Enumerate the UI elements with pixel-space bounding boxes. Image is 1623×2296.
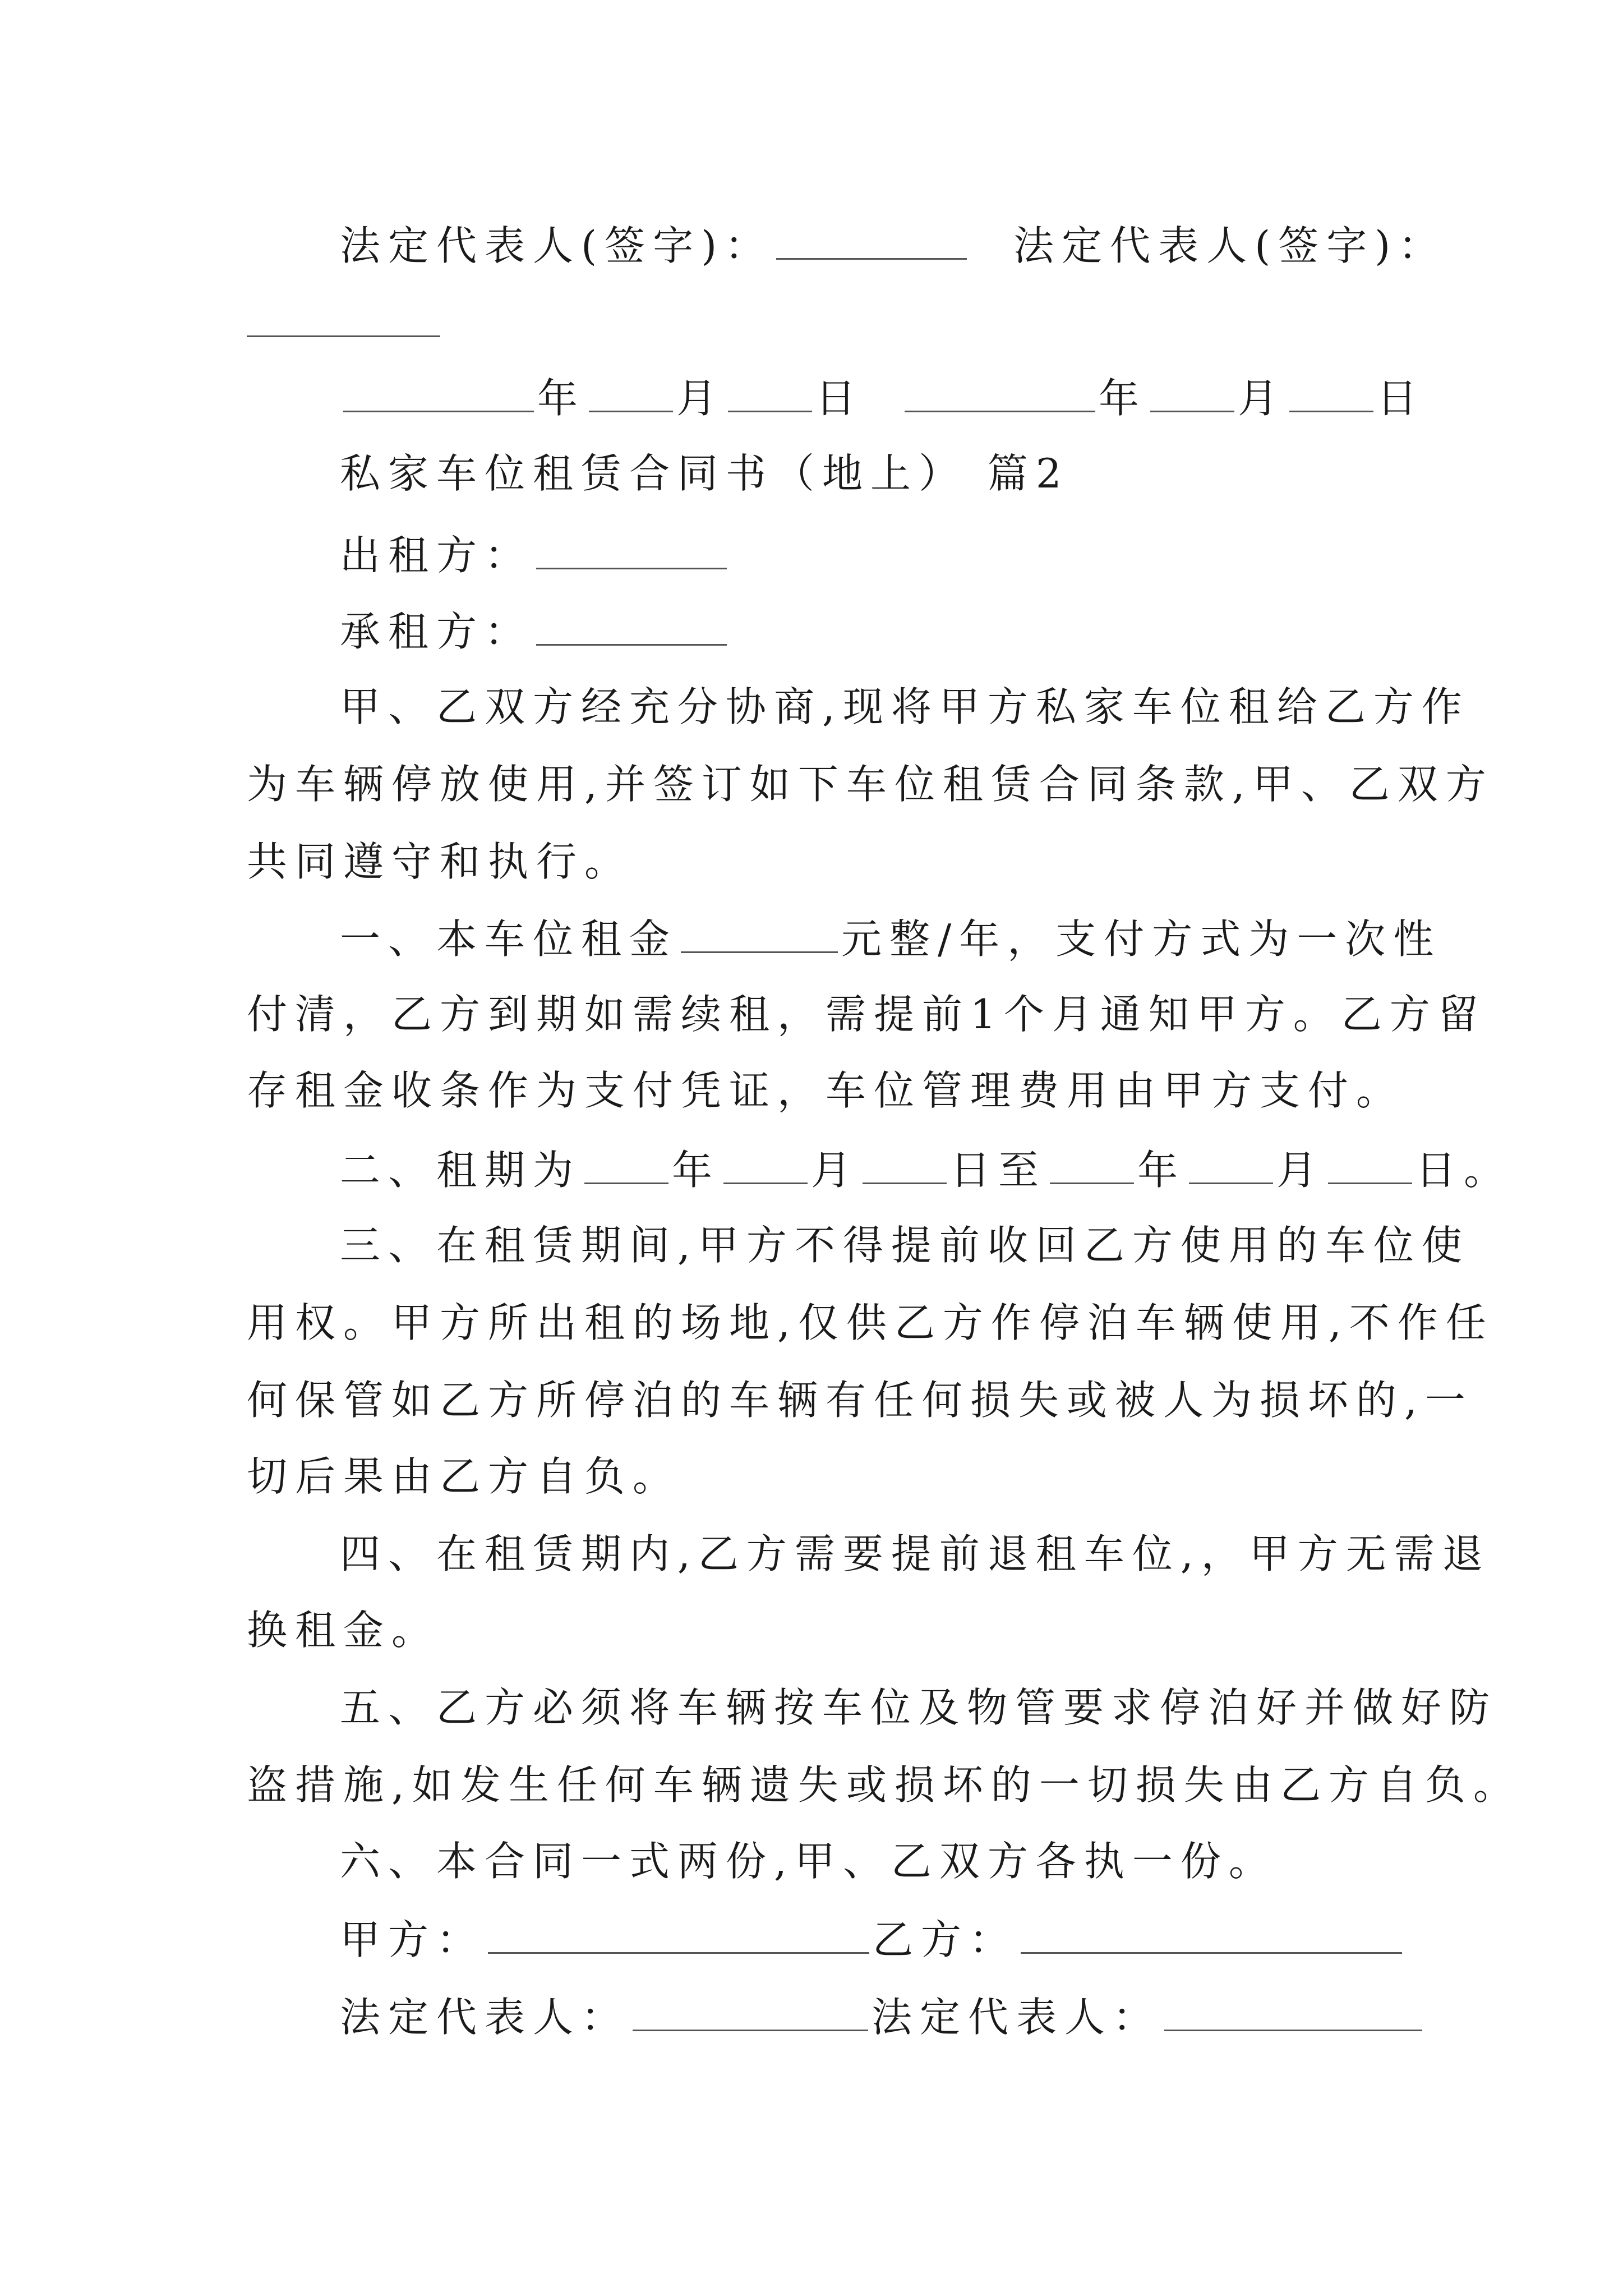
clause1-rent-suffix: 元整/年，支付方式为一次性 (841, 915, 1442, 963)
date-line-top (340, 375, 1425, 422)
rep-b-blank[interactable] (1164, 1996, 1422, 2031)
term-start-month-blank[interactable] (723, 1149, 808, 1184)
clause3-line-3: 何保管如乙方所停泊的车辆有任何损失或被人为损坏的,一 (247, 1377, 1473, 1424)
term-end-year-blank[interactable] (1050, 1149, 1134, 1184)
lessor-blank[interactable] (536, 534, 727, 569)
party-a-label: 甲方： (340, 1916, 485, 1963)
party-b-blank[interactable] (1021, 1918, 1402, 1954)
term-start-day-blank[interactable] (863, 1149, 947, 1184)
clause2-year-1: 年 (672, 1147, 721, 1194)
term-end-day-blank[interactable] (1328, 1149, 1412, 1184)
intro-line-2: 为车辆停放使用,并签订如下车位租赁合同条款,甲、乙双方 (247, 761, 1494, 808)
clause2-day-end: 日。 (1415, 1147, 1513, 1194)
date-a-month-blank[interactable] (589, 377, 673, 412)
rent-amount-blank[interactable] (681, 918, 838, 953)
document-title: 私家车位租赁合同书（地上） 篇2 (340, 450, 1069, 497)
clause1-line-2: 付清，乙方到期如需续租，需提前1个月通知甲方。乙方留 (247, 991, 1486, 1038)
date-b-year-label: 年 (1098, 375, 1147, 422)
date-a-month-label: 月 (676, 375, 725, 422)
date-a-year-blank[interactable] (343, 377, 534, 412)
clause4-line-2: 换租金。 (247, 1607, 440, 1654)
clause3-line-2: 用权。甲方所出租的场地,仅供乙方作停泊车辆使用,不作任 (247, 1299, 1494, 1346)
clause3-line-4: 切后果由乙方自负。 (247, 1453, 681, 1500)
lessor-label: 出租方： (340, 532, 533, 579)
clause1-rent-label: 一、本车位租金 (340, 915, 678, 963)
rep-b-label: 法定代表人： (872, 1994, 1161, 2041)
intro-line-1: 甲、乙双方经充分协商,现将甲方私家车位租给乙方作 (340, 683, 1470, 730)
date-b-month-blank[interactable] (1150, 377, 1234, 412)
date-b-year-blank[interactable] (905, 377, 1095, 412)
left-rep-sign-label: 法定代表人(签字)： (340, 222, 773, 269)
date-a-year-label: 年 (537, 375, 586, 422)
clause5-line-2: 盗措施,如发生任何车辆遗失或损坏的一切损失由乙方自负。 (247, 1761, 1521, 1809)
clause5-line-1: 五、乙方必须将车辆按车位及物管要求停泊好并做好防 (340, 1684, 1498, 1731)
party-a-blank[interactable] (488, 1918, 869, 1954)
date-a-day-blank[interactable] (728, 377, 812, 412)
signature-line-top (340, 222, 1447, 269)
clause6-line: 六、本合同一式两份,甲、乙双方各执一份。 (340, 1838, 1277, 1885)
intro-line-3: 共同遵守和执行。 (247, 838, 633, 885)
clause3-line-1: 三、在租赁期间,甲方不得提前收回乙方使用的车位使 (340, 1222, 1470, 1269)
lessee-line (340, 608, 730, 655)
rep-a-label: 法定代表人： (340, 1994, 630, 2041)
lessee-label: 承租方： (340, 608, 533, 655)
clause4-line-1: 四、在租赁期内,乙方需要提前退租车位,，甲方无需退 (340, 1530, 1491, 1577)
rep-a-blank[interactable] (633, 1996, 868, 2031)
lessor-line (340, 532, 730, 579)
date-a-day-label: 日 (815, 375, 864, 422)
clause2-month-1: 月 (811, 1147, 860, 1194)
clause2-prefix: 二、租期为 (340, 1147, 582, 1194)
clause1-line-3: 存租金收条作为支付凭证，车位管理费用由甲方支付。 (247, 1067, 1405, 1114)
clause2-line (340, 1147, 1513, 1194)
reps-sign-line (340, 1994, 1426, 2041)
date-b-day-label: 日 (1376, 375, 1425, 422)
clause2-day-to: 日至 (950, 1147, 1047, 1194)
date-b-day-blank[interactable] (1289, 377, 1373, 412)
term-start-year-blank[interactable] (584, 1149, 668, 1184)
lessee-blank[interactable] (536, 610, 727, 646)
right-rep-sign-blank[interactable] (247, 335, 440, 337)
date-b-month-label: 月 (1237, 375, 1286, 422)
right-rep-sign-label: 法定代表人(签字)： (1013, 222, 1447, 269)
clause2-month-2: 月 (1276, 1147, 1325, 1194)
clause2-year-2: 年 (1137, 1147, 1186, 1194)
clause1-line-1 (340, 915, 1442, 963)
left-rep-sign-blank[interactable] (776, 224, 967, 260)
term-end-month-blank[interactable] (1189, 1149, 1273, 1184)
parties-sign-line (340, 1916, 1405, 1963)
party-b-label: 乙方： (873, 1916, 1018, 1963)
